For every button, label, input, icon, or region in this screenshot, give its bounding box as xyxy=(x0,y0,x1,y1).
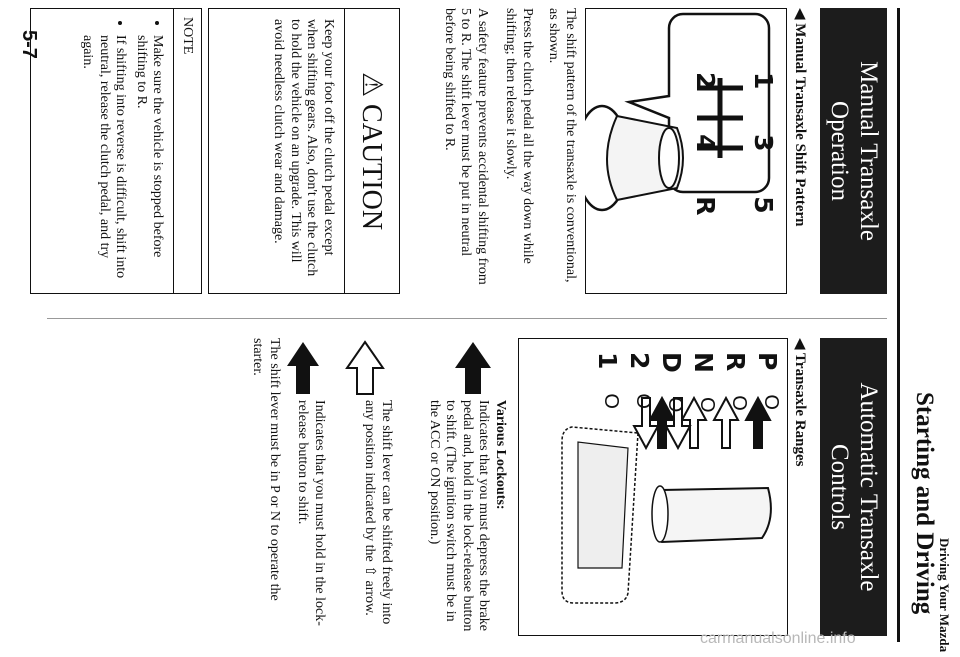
page-number: 5-7 xyxy=(18,30,40,59)
range-row: 2 O xyxy=(625,352,654,409)
note-item: • Make sure the vehicle is stopped before shifting to R. xyxy=(133,35,166,285)
section-label: Driving Your Mazda xyxy=(937,538,952,653)
safety-text: A safety feature prevents accidental shifting from 5 to R. The shift lever must be put in neutral before being shifted to R. xyxy=(442,8,490,285)
lockouts-title: Various Lockouts: xyxy=(493,400,508,510)
note-item: • If shifting into reverse is difficult, shift into neutral, release the clutch pedal, and try again. xyxy=(79,35,129,285)
ranges-heading: ◀ Transaxle Ranges xyxy=(792,338,808,467)
column-divider xyxy=(47,318,887,319)
warning-triangle-icon: ⚠ xyxy=(356,71,387,98)
header-rule xyxy=(897,8,900,642)
caution-text: Keep your foot off the clutch pedal except when shifting gears. Also, don't use the clutch to hold the vehicle on an upgrade. This will avoid needless clutch wear and damage. xyxy=(271,19,336,277)
starter-text: The shift lever must be in P or N to operate the starter. xyxy=(250,338,282,601)
clutch-text: Press the clutch pedal all the way down while shifting; then release it slowly. xyxy=(503,8,535,264)
note-list xyxy=(79,13,166,285)
range-list xyxy=(590,352,782,432)
range-row: R O xyxy=(721,352,750,411)
caution-box xyxy=(208,8,400,294)
range-row: P O xyxy=(753,352,782,410)
note-title: NOTE xyxy=(174,9,202,293)
page-title: Starting and Driving xyxy=(911,392,938,615)
small-outline-arrow-icon: ⇧ xyxy=(362,565,378,577)
hold-text: Indicates that you must hold in the lock-release button to shift. xyxy=(295,400,327,626)
hold-button-arrow-icon xyxy=(278,338,328,398)
lockouts-block xyxy=(426,400,509,636)
shift-pattern-heading: ◀ Manual Transaxle Shift Pattern xyxy=(792,8,808,227)
free-shift-arrow-icon xyxy=(335,338,395,398)
freely-text: The shift lever can be shifted freely into any position indicated by the xyxy=(362,400,394,625)
freely-text-block: The shift lever can be shifted freely into any position indicated by the ⇧ arrow. xyxy=(362,400,394,625)
automatic-tab-title: Automatic Transaxle Controls xyxy=(820,338,887,636)
range-row: D O xyxy=(657,352,686,413)
caution-title: ⚠ CAUTION xyxy=(356,71,387,231)
lockout-arrow-icon xyxy=(441,338,505,398)
manual-tab-title: Manual Transaxle Operation xyxy=(820,8,887,294)
range-row: 1 O xyxy=(593,352,622,409)
gate-label-bottom: 2 4 R xyxy=(691,72,720,234)
gate-label-top: 1 3 5 xyxy=(749,72,778,232)
lockouts-text: Indicates that you must depress the brake pedal and, hold in the lock-release button to shift. (The ignition switch must be in the ACC or ON position.) xyxy=(427,400,492,632)
shift-pattern-text: The shift pattern of the transaxle is conventional, as shown. xyxy=(546,8,578,283)
note-box xyxy=(30,8,202,294)
watermark: carmanualsonline.info xyxy=(700,630,856,647)
range-row: N O xyxy=(689,352,718,413)
